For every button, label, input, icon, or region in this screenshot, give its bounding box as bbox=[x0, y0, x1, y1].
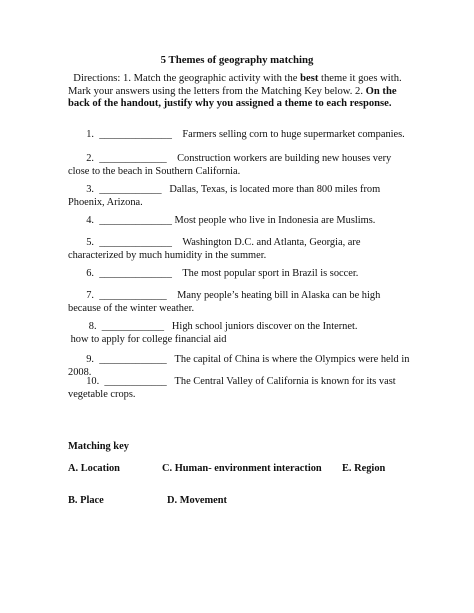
question-text: Most people who live in Indonesia are Muslims. bbox=[174, 215, 376, 226]
answer-blank[interactable]: _____________ bbox=[99, 290, 167, 301]
page-title: 5 Themes of geography matching bbox=[160, 54, 314, 66]
key-option-human-environment: C. Human- environment interaction bbox=[162, 463, 322, 474]
question-6 bbox=[68, 268, 413, 281]
question-4 bbox=[68, 215, 413, 228]
answer-blank[interactable]: ______________ bbox=[99, 215, 172, 226]
key-option-location: A. Location bbox=[68, 463, 120, 474]
question-5 bbox=[68, 237, 413, 263]
key-option-region: E. Region bbox=[342, 463, 386, 474]
answer-blank[interactable]: ____________ bbox=[99, 184, 162, 195]
answer-blank[interactable]: ____________ bbox=[101, 321, 165, 332]
directions-best: best bbox=[300, 73, 319, 84]
question-2 bbox=[68, 153, 413, 179]
question-7 bbox=[68, 290, 413, 316]
question-8 bbox=[68, 321, 413, 347]
question-number: 2. bbox=[86, 153, 94, 164]
question-3 bbox=[68, 184, 413, 210]
answer-blank[interactable]: ______________ bbox=[99, 129, 172, 140]
question-number: 7. bbox=[86, 290, 94, 301]
question-10 bbox=[68, 376, 413, 402]
question-number: 4. bbox=[86, 215, 94, 226]
directions-text-2: theme it goes with. Mark your answers using the letters from the Matching Key below. 2. bbox=[68, 73, 402, 97]
question-text: The capital of China is where the Olympics were held in 2008. bbox=[68, 354, 410, 378]
answer-blank[interactable]: ______________ bbox=[99, 268, 172, 279]
question-1 bbox=[68, 129, 413, 142]
answer-blank[interactable]: ____________ bbox=[104, 376, 167, 387]
question-text: The most popular sport in Brazil is soccer. bbox=[182, 268, 359, 279]
question-text: Dallas, Texas, is located more than 800 miles from Phoenix, Arizona. bbox=[68, 184, 381, 208]
question-number: 10. bbox=[86, 376, 100, 387]
question-number: 1. bbox=[86, 129, 94, 140]
answer-blank[interactable]: _____________ bbox=[99, 153, 167, 164]
key-option-place: B. Place bbox=[68, 495, 104, 506]
question-text: Construction workers are building new houses very close to the beach in Southern California. bbox=[68, 153, 392, 177]
question-number: 3. bbox=[86, 184, 94, 195]
answer-blank[interactable]: ______________ bbox=[99, 237, 172, 248]
question-text: The Central Valley of California is known for its vast vegetable crops. bbox=[68, 376, 396, 400]
directions-bold-instruction: On the back of the handout, justify why you assigned a theme to each response. bbox=[68, 85, 397, 110]
answer-blank[interactable]: _____________ bbox=[99, 354, 167, 365]
directions-text-1: Directions: 1. Match the geographic activity with the bbox=[73, 73, 301, 84]
key-option-movement: D. Movement bbox=[167, 495, 228, 506]
question-number: 9. bbox=[86, 354, 94, 365]
question-text: Farmers selling corn to huge supermarket companies. bbox=[182, 129, 405, 140]
question-text: Washington D.C. and Atlanta, Georgia, are characterized by much humidity in the summer. bbox=[68, 237, 361, 261]
matching-key-heading: Matching key bbox=[68, 441, 129, 452]
question-text: Many people’s heating bill in Alaska can be high because of the winter weather. bbox=[68, 290, 381, 314]
question-text-continued: how to apply for college financial aid bbox=[70, 333, 227, 345]
question-number: 8. bbox=[88, 321, 97, 332]
directions-paragraph bbox=[68, 73, 413, 111]
question-number: 5. bbox=[86, 237, 94, 248]
question-number: 6. bbox=[86, 268, 94, 279]
question-text: High school juniors discover on the Internet. bbox=[171, 321, 358, 332]
